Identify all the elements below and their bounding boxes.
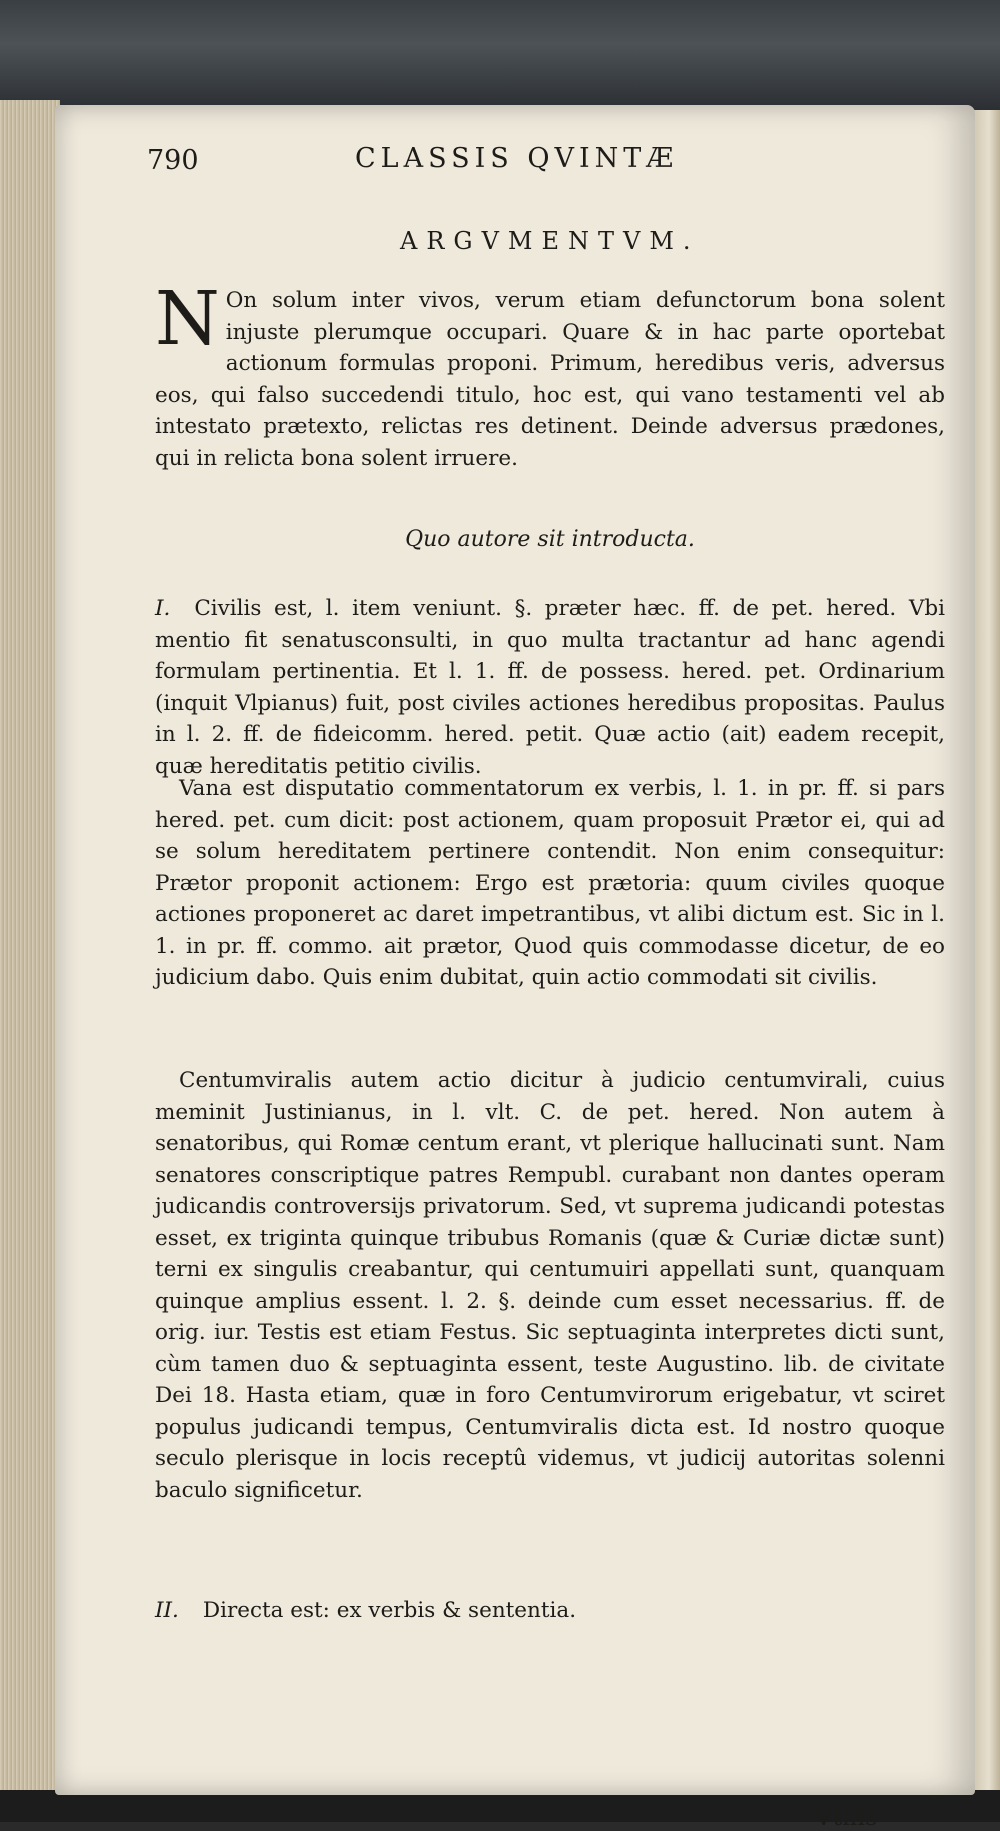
argumentum-title: ARGVMENTVM. [400, 227, 700, 255]
section-paragraph-4 [155, 1595, 945, 1627]
section-text: Vana est disputatio commentatorum ex verbis, l. 1. in pr. ff. si pars hered. pet. cum dicit: post actionem, quam proposuit Prætor ei, qui ad se solum hereditatem pertinere contendit. Non enim consequitur: Prætor proponit actionem: Ergo est prætoria: quum civiles quoque actiones proponeret ac daret impetrantibus, vt alibi dictum est. Sic in l. 1. in pr. ff. commo. ait prætor, Quod quis commodasse dicetur, de eo judicium dabo. Quis enim dubitat, quin actio commodati sit civilis. [155, 776, 945, 990]
section-text: Centumviralis autem actio dicitur à judicio centumvirali, cuius meminit Justinianus, in l. vlt. C. de pet. hered. Non autem à senatoribus, qui Romæ centum erant, vt plerique hallucinati sunt. Nam senatores conscriptique patres Rempubl. curabant non dantes operam judicandis controversijs privatorum. Sed, vt suprema judicandi potestas esset, ex triginta quinque tribubus Romanis (quæ & Curiæ dictæ sunt) terni ex singulis creabantur, qui centumuiri appellati sunt, quanquam quinque amplius essent. l. 2. §. deinde cum esset necessarius. ff. de orig. iur. Testis est etiam Festus. Sic septuaginta interpretes dicti sunt, cùm tamen duo & septuaginta essent, teste Augustino. lib. de civitate Dei 18. Hasta etiam, quæ in foro Centumvirorum erigebatur, vt sciret populus judicandi tempus, Centumviralis dicta est. Id nostro quoque seculo plerisque in locis receptû videmus, vt judicij autoritas solenni baculo significetur. [155, 1068, 945, 1503]
page-edges-left [0, 100, 60, 1800]
drop-cap: N [155, 276, 220, 362]
section-text: Civilis est, l. item veniunt. §. præter hæc. ff. de pet. hered. Vbi mentio fit senatusconsulti, in quo multa tractantur ad hanc agendi formulam pertinentia. Et l. 1. ff. de possess. hered. pet. Ordinarium (inquit Vlpianus) fuit, post civiles actiones heredibus propositas. Paulus in l. 2. ff. de fideicomm. hered. petit. Quæ actio (ait) eadem recepit, quæ hereditatis petitio civilis. [155, 596, 945, 779]
section-text: Directa est: ex verbis & sententia. [202, 1598, 577, 1623]
section-number: II. [155, 1598, 179, 1623]
argumentum-paragraph [155, 276, 945, 474]
section-heading: Quo autore sit introducta. [405, 527, 695, 552]
section-paragraph-2 [155, 773, 945, 994]
catchword: Vtilis [815, 1803, 878, 1831]
page-number: 790 [147, 145, 199, 176]
argumentum-text: On solum inter vivos, verum etiam defunctorum bona solent injuste plerumque occupari. Quare & in hac parte oportebat actionum formulas proponi. Primum, heredibus veris, adversus eos, qui falso succedendi titulo, hoc est, qui vano testamenti vel ab intestato prætexto, relictas res detinent. Deinde adversus prædones, qui in relicta bona solent irruere. [155, 288, 945, 471]
book-page [55, 105, 975, 1831]
section-number: I. [155, 596, 171, 621]
running-head: CLASSIS QVINTÆ [355, 143, 679, 174]
book-binding-top [0, 0, 1000, 110]
section-paragraph-1 [155, 593, 945, 782]
section-paragraph-3 [155, 1065, 945, 1506]
page-edges-right [972, 110, 1000, 1800]
